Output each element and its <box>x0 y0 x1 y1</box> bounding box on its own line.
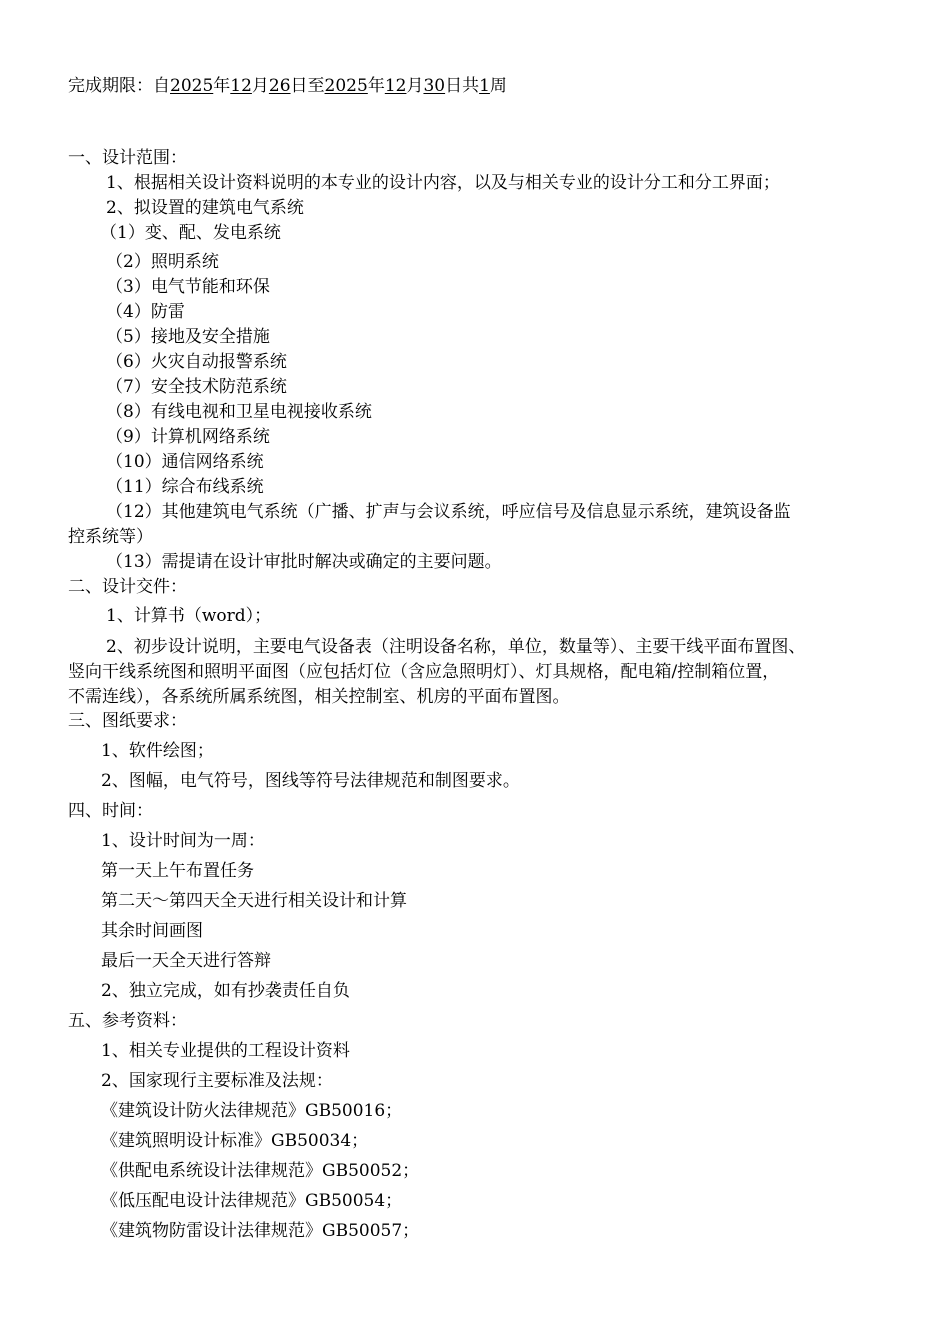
deadline-label: 完成期限：自 <box>68 76 170 96</box>
section-2-item-2-line-2: 竖向干线系统图和照明平面图（应包括灯位（含应急照明灯）、灯具规格，配电箱/控制箱位置， <box>68 662 780 682</box>
section-1-item-1: 1、根据相关设计资料说明的本专业的设计内容，以及与相关专业的设计分工和分工界面； <box>106 173 780 193</box>
section-4-item-2: 2、独立完成，如有抄袭责任自负 <box>101 981 350 1001</box>
section-3-item-1: 1、软件绘图； <box>101 741 214 761</box>
start-day: 26 <box>268 76 291 96</box>
end-month: 12 <box>384 76 407 96</box>
system-item: （3）电气节能和环保 <box>106 277 270 297</box>
schedule-day-2-4: 第二天～第四天全天进行相关设计和计算 <box>101 891 407 911</box>
schedule-last-day: 最后一天全天进行答辩 <box>101 951 271 971</box>
reference-item: 《建筑设计防火法律规范》GB50016； <box>101 1101 403 1121</box>
system-item-13: （13）需提请在设计审批时解决或确定的主要问题。 <box>106 552 502 572</box>
deadline-line: 完成期限：自2025年12月26日至2025年12月30日共1周 <box>68 76 507 96</box>
system-item-12-line-1: （12）其他建筑电气系统（广播、扩声与会议系统，呼应信号及信息显示系统，建筑设备监 <box>106 502 791 522</box>
section-2-item-2-line-3: 不需连线），各系统所属系统图，相关控制室、机房的平面布置图。 <box>68 687 570 707</box>
end-year: 2025 <box>324 76 368 96</box>
reference-item: 《建筑照明设计标准》GB50034； <box>101 1131 369 1151</box>
section-2-heading: 二、设计交件： <box>68 577 187 597</box>
system-item-12-line-2: 控系统等） <box>68 527 153 547</box>
system-item: （8）有线电视和卫星电视接收系统 <box>106 402 372 422</box>
section-2-item-2-line-1: 2、初步设计说明，主要电气设备表（注明设备名称，单位，数量等）、主要干线平面布置图、 <box>106 637 806 657</box>
start-month: 12 <box>230 76 252 96</box>
system-item: （4）防雷 <box>106 302 185 322</box>
reference-item: 《供配电系统设计法律规范》GB50052； <box>101 1161 420 1181</box>
section-5-heading: 五、参考资料： <box>68 1011 187 1031</box>
end-day: 30 <box>423 76 446 96</box>
week-count: 1 <box>479 76 490 96</box>
section-3-item-2: 2、图幅，电气符号，图线等符号法律规范和制图要求。 <box>101 771 520 791</box>
section-5-item-1: 1、相关专业提供的工程设计资料 <box>101 1041 350 1061</box>
system-item: （2）照明系统 <box>106 252 219 272</box>
section-4-item-1: 1、设计时间为一周： <box>101 831 265 851</box>
system-item: （9）计算机网络系统 <box>106 427 270 447</box>
system-item: （7）安全技术防范系统 <box>106 377 287 397</box>
section-5-item-2: 2、国家现行主要标准及法规： <box>101 1071 333 1091</box>
schedule-day-1: 第一天上午布置任务 <box>101 861 254 881</box>
section-1-item-2: 2、拟设置的建筑电气系统 <box>106 198 304 218</box>
start-year: 2025 <box>170 76 214 96</box>
section-2-item-1: 1、计算书（word）； <box>106 606 272 626</box>
section-3-heading: 三、图纸要求： <box>68 711 187 731</box>
system-item: （6）火灾自动报警系统 <box>106 352 287 372</box>
schedule-rest: 其余时间画图 <box>101 921 203 941</box>
reference-item: 《低压配电设计法律规范》GB50054； <box>101 1191 403 1211</box>
system-item: （1）变、配、发电系统 <box>100 223 281 243</box>
reference-item: 《建筑物防雷设计法律规范》GB50057； <box>101 1221 420 1241</box>
section-4-heading: 四、时间： <box>68 801 153 821</box>
system-item: （5）接地及安全措施 <box>106 327 270 347</box>
system-item: （11）综合布线系统 <box>106 477 264 497</box>
system-item: （10）通信网络系统 <box>106 452 264 472</box>
section-1-heading: 一、设计范围： <box>68 148 187 168</box>
